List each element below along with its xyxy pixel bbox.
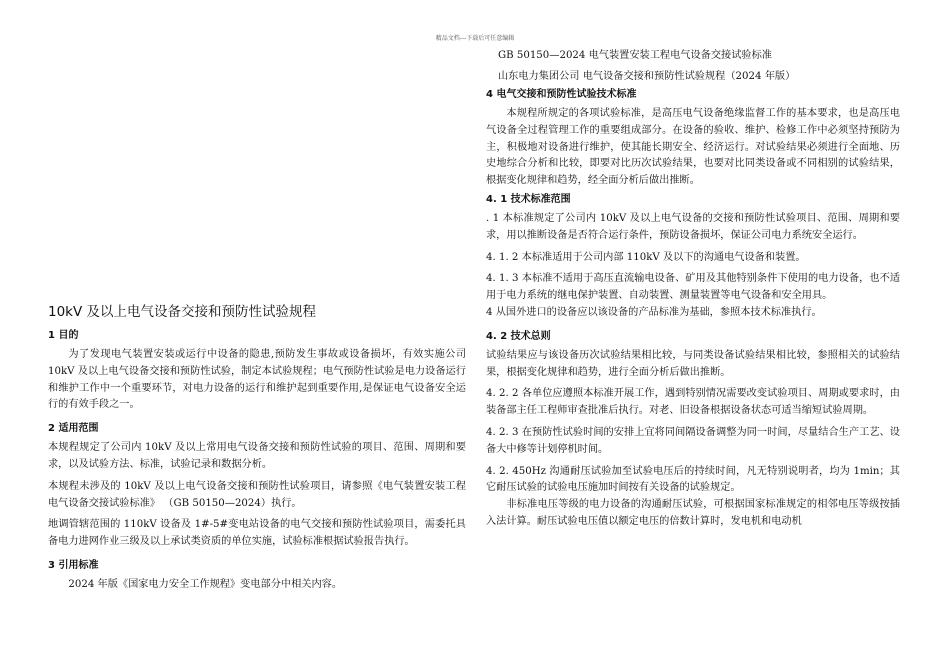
section-4-2-paragraph-4: 4. 2. 450Hz 沟通耐压试验加至试验电压后的持续时间，凡无特别说明者，均为 1min；其它耐压试验的试验电压施加时间按有关设备的试验规定。 (486, 465, 900, 494)
document-header-note: 精品文档---下载后可任意编辑 (435, 35, 515, 42)
section-4-1-paragraph-4: 4 从国外进口的设备应以该设备的产品标准为基础，参照本技术标准执行。 (486, 306, 822, 318)
section-4-2-paragraph-1: 试验结果应与该设备历次试验结果相比较，与同类设备试验结果相比较，参照相关的试验结果，根据变化规律和趋势，进行全面分析后做出推断。 (486, 349, 900, 378)
section-4-2-paragraph-3: 4. 2. 3 在预防性试验时间的安排上宜将同间隔设备调整为同一时间，尽量结合生产工艺、设备大中修等计划停机时间。 (486, 426, 900, 455)
section-4-1-paragraph-1: . 1 本标准规定了公司内 10kV 及以上电气设备的交接和预防性试验项目、范围、周期和要求，用以推断设备是否符合运行条件，预防设备损坏，保证公司电力系统安全运行。 (486, 212, 900, 241)
section-3-heading: 3 引用标准 (48, 559, 99, 571)
section-4-1-paragraph-2: 4. 1. 2 本标准适用于公司内部 110kV 及以下的沟通电气设备和装置。 (486, 251, 806, 263)
left-column (48, 302, 466, 594)
reference-standard-1: GB 50150—2024 电气装置安装工程电气设备交接试验标准 (498, 50, 772, 61)
section-4-1-heading: 4. 1 技术标准范围 (486, 193, 571, 205)
section-4-2-paragraph-5: 非标准电压等级的电力设备的沟通耐压试验，可根据国家标准规定的相邻电压等级按插入法计算。耐压试验电压值以额定电压的倍数计算时，发电机和电动机 (486, 499, 900, 527)
section-2-paragraph-2: 本规程未涉及的 10kV 及以上电气设备交接和预防性试验项目，请参照《电气装置安装工程电气设备交接试验标准》 （GB 50150—2024）执行。 (48, 480, 466, 509)
section-2-paragraph-3: 地调管辖范围的 110kV 设备及 1#-5#变电站设备的电气交接和预防性试验项目，需委托具备电力进网作业三级及以上承试类资质的单位实施，试验标准根据试验报告执行。 (48, 519, 466, 548)
section-1-paragraph: 为了发现电气装置安装或运行中设备的隐患,预防发生事故或设备损坏，有效实施公司 10kV 及以上电气设备交接和预防性试验，制定本试验规程；电气预防性试验是电力设备运行和维护工作中一个重要环节，对电力设备的运行和维护起到重要作用,是保证电气设备安全运行的有效手段之一。 (48, 349, 466, 411)
section-4-heading: 4 电气交接和预防性试验技术标准 (486, 89, 637, 100)
section-3-paragraph: 2024 年版《国家电力安全工作规程》变电部分中相关内容。 (68, 578, 343, 590)
section-4-2-paragraph-2: 4. 2. 2 各单位应遵照本标准开展工作，遇到特别情况需要改变试验项目、周期或要求时，由装备部主任工程师审查批准后执行。对老、旧设备根据设备状态可适当缩短试验周期。 (486, 388, 900, 417)
section-4-paragraph: 本规程所规定的各项试验标准，是高压电气设备绝缘监督工作的基本要求，也是高压电气设备全过程管理工作的重要组成部分。在设备的验收、维护、检修工作中必须坚持预防为主，积极地对设备进行维护，使其能长期安全、经济运行。对试验结果必须进行全面地、历史地综合分析和比较，即要对比历次试验结果，也要对比同类设备或不同相别的试验结果，根据变化规律和趋势，经全面分析后做出推断。 (486, 108, 900, 187)
section-2-heading: 2 适用范围 (48, 423, 99, 435)
right-column (486, 48, 900, 531)
document-title: 10kV 及以上电气设备交接和预防性试验规程 (48, 304, 317, 320)
section-4-1-paragraph-3: 4. 1. 3 本标准不适用于高压直流输电设备、矿用及其他特别条件下使用的电力设备，也不适用于电力系统的继电保护装置、自动装置、测量装置等电气设备和安全用具。 (486, 273, 900, 302)
section-2-paragraph-1: 本规程规定了公司内 10kV 及以上常用电气设备交接和预防性试验的项目、范围、周期和要求，以及试验方法、标准，试验记录和数据分析。 (48, 442, 466, 470)
section-1-heading: 1 目的 (48, 330, 79, 341)
reference-standard-2: 山东电力集团公司 电气设备交接和预防性试验规程（2024 年版） (498, 71, 796, 82)
section-4-2-heading: 4. 2 技术总则 (486, 330, 551, 342)
